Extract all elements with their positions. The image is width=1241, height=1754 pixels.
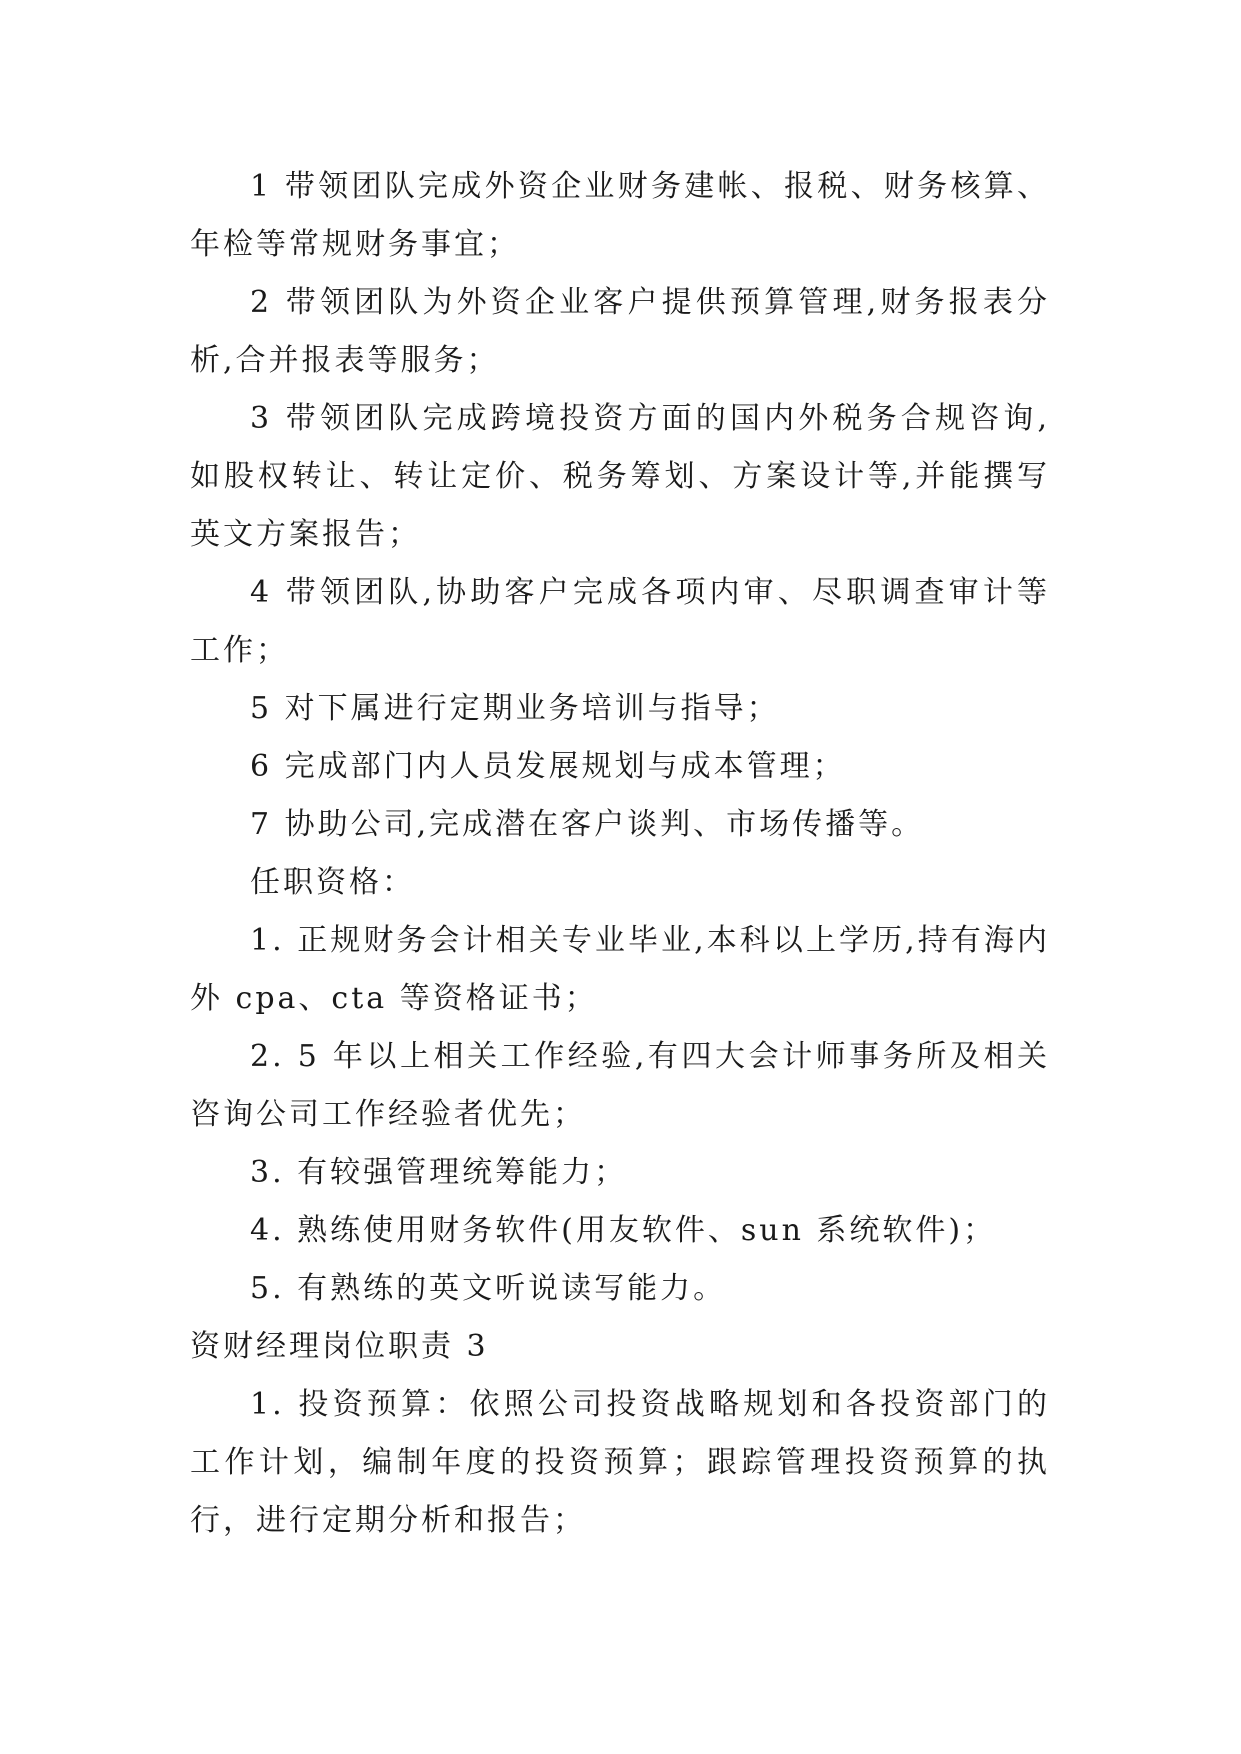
paragraph-duty-2: 2 带领团队为外资企业客户提供预算管理,财务报表分析,合并报表等服务； <box>190 285 1050 378</box>
paragraph-duty-4: 4 带领团队,协助客户完成各项内审、尽职调查审计等工作； <box>190 575 1050 668</box>
paragraph-qualification-4: 4. 熟练使用财务软件(用友软件、sun 系统软件)； <box>250 1213 997 1248</box>
paragraph-duty-3: 3 带领团队完成跨境投资方面的国内外税务合规咨询,如股权转让、转让定价、税务筹划、方案设计等,并能撰写英文方案报告； <box>190 401 1050 552</box>
paragraph-investment-budget: 1. 投资预算：依照公司投资战略规划和各投资部门的工作计划，编制年度的投资预算；跟踪管理投资预算的执行，进行定期分析和报告； <box>190 1387 1050 1538</box>
paragraph-duty-1: 1 带领团队完成外资企业财务建帐、报税、财务核算、年检等常规财务事宜； <box>190 169 1050 262</box>
section-heading: 资财经理岗位职责 3 <box>190 1329 489 1364</box>
paragraph-qualification-1: 1. 正规财务会计相关专业毕业,本科以上学历,持有海内外 cpa、cta 等资格证书； <box>190 923 1050 1016</box>
qualifications-heading: 任职资格： <box>250 865 415 900</box>
paragraph-qualification-3: 3. 有较强管理统筹能力； <box>250 1155 628 1190</box>
paragraph-qualification-5: 5. 有熟练的英文听说读写能力。 <box>250 1271 727 1306</box>
paragraph-duty-5: 5 对下属进行定期业务培训与指导； <box>250 691 780 726</box>
paragraph-duty-7: 7 协助公司,完成潜在客户谈判、市场传播等。 <box>250 807 925 842</box>
paragraph-duty-6: 6 完成部门内人员发展规划与成本管理； <box>250 749 846 784</box>
document-body <box>190 158 1050 1550</box>
paragraph-qualification-2: 2. 5 年以上相关工作经验,有四大会计师事务所及相关咨询公司工作经验者优先； <box>190 1039 1050 1132</box>
